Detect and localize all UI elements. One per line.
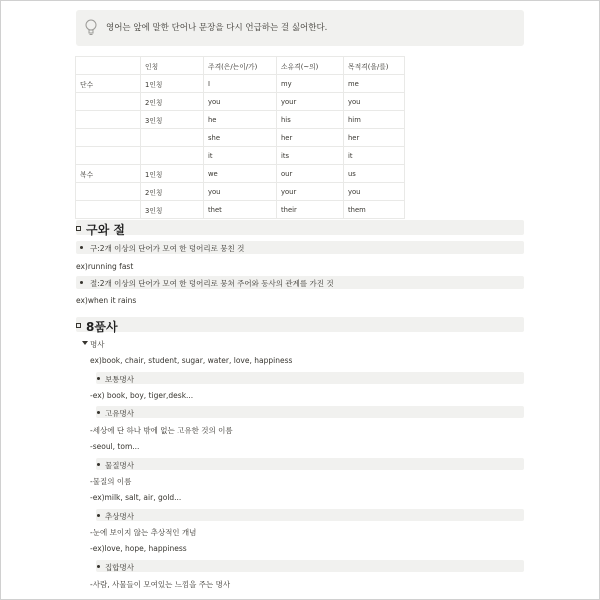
table-cell: us [344,165,405,183]
table-cell: its [277,147,344,165]
table-cell: 3인칭 [141,201,204,219]
bullet-icon [97,565,100,568]
table-cell: them [344,201,405,219]
bullet-icon [97,411,100,414]
bullet-bar [96,458,524,470]
bullet-bar [96,406,524,418]
detail-text: -seoul, tom... [90,442,140,451]
bullet-icon [97,463,100,466]
bullet-text: 고유명사 [105,409,134,418]
table-cell: 1인칭 [141,165,204,183]
table-cell [76,201,141,219]
bullet-square-icon [76,323,81,328]
section-heading-bar [76,220,524,235]
table-cell: him [344,111,405,129]
table-header-cell: 주격(은/는이/가) [204,57,277,75]
table-cell [141,129,204,147]
bullet-bar [96,372,524,384]
example-text: ex)book, chair, student, sugar, water, love, happiness [90,356,293,365]
table-cell: 1인칭 [141,75,204,93]
bullet-text: 물질명사 [105,461,134,470]
table-cell: I [204,75,277,93]
bullet-icon [97,377,100,380]
table-row [76,183,405,201]
bullet-bar [96,560,524,572]
detail-text: -물질의 이름 [90,477,132,486]
bullet-text: 추상명사 [105,512,134,521]
detail-text: -세상에 단 하나 밖에 없는 고유한 것의 이름 [90,426,233,435]
table-cell: you [204,183,277,201]
section-heading-bar [76,317,524,332]
table-row [76,93,405,111]
table-header-row [76,57,405,75]
bullet-bar [96,509,524,521]
table-cell [76,183,141,201]
table-cell: me [344,75,405,93]
table-cell [76,111,141,129]
table-cell: we [204,165,277,183]
table-cell: she [204,129,277,147]
table-cell: he [204,111,277,129]
table-cell: your [277,183,344,201]
table-row [76,111,405,129]
table-cell: our [277,165,344,183]
table-cell: their [277,201,344,219]
table-cell: 복수 [76,165,141,183]
toggle-noun[interactable] [80,337,140,349]
bullet-text: 집합명사 [105,563,134,572]
bullet-square-icon [76,226,81,231]
table-cell: it [344,147,405,165]
bullet-text: 구:2개 이상의 단어가 모여 한 덩어리로 뭉친 것 [90,244,245,253]
detail-text: -ex) book, boy, tiger,desk... [90,391,194,400]
lightbulb-icon [84,18,98,36]
table-cell: your [277,93,344,111]
example-text: ex)when it rains [76,296,137,305]
bullet-icon [80,281,83,284]
table-cell: 2인칭 [141,93,204,111]
table-row [76,147,405,165]
bullet-text: 보통명사 [105,375,134,384]
detail-text: -ex)milk, salt, air, gold... [90,493,182,502]
table-cell [141,147,204,165]
detail-text: -눈에 보이지 않는 추상적인 개념 [90,528,197,537]
table-header-cell: 인칭 [141,57,204,75]
table-cell: 단수 [76,75,141,93]
table-row [76,129,405,147]
bullet-icon [80,246,83,249]
table-cell: her [344,129,405,147]
table-cell: you [344,93,405,111]
detail-text: -사람, 사물들이 모여있는 느낌을 주는 명사 [90,580,231,589]
table-cell [76,147,141,165]
table-cell: 2인칭 [141,183,204,201]
table-cell: my [277,75,344,93]
pronoun-table [75,56,405,219]
table-cell: you [204,93,277,111]
table-row [76,75,405,93]
table-cell: you [344,183,405,201]
bullet-text: 절:2개 이상의 단어가 모여 한 덩어리로 뭉쳐 주어와 동사의 관계를 가진 것 [90,279,334,288]
table-cell: her [277,129,344,147]
section-heading-parts-of-speech: 8품사 [86,320,118,334]
table-cell [76,129,141,147]
example-text: ex)running fast [76,262,134,271]
table-header-cell: 목적격(을/를) [344,57,405,75]
callout-text: 영어는 앞에 말한 단어나 문장을 다시 언급하는 걸 싫어한다. [106,23,328,33]
table-cell: it [204,147,277,165]
bullet-icon [97,514,100,517]
table-row [76,165,405,183]
table-row [76,201,405,219]
section-heading-phrase-clause: 구와 절 [86,223,125,237]
table-cell: 3인칭 [141,111,204,129]
table-cell: his [277,111,344,129]
table-cell: thet [204,201,277,219]
toggle-triangle-icon[interactable] [82,341,88,345]
callout [76,10,524,46]
table-header-cell: 소유격(~의) [277,57,344,75]
table-cell [76,93,141,111]
table-header-cell [76,57,141,75]
detail-text: -ex)love, hope, happiness [90,544,187,553]
toggle-label: 명사 [90,340,105,349]
